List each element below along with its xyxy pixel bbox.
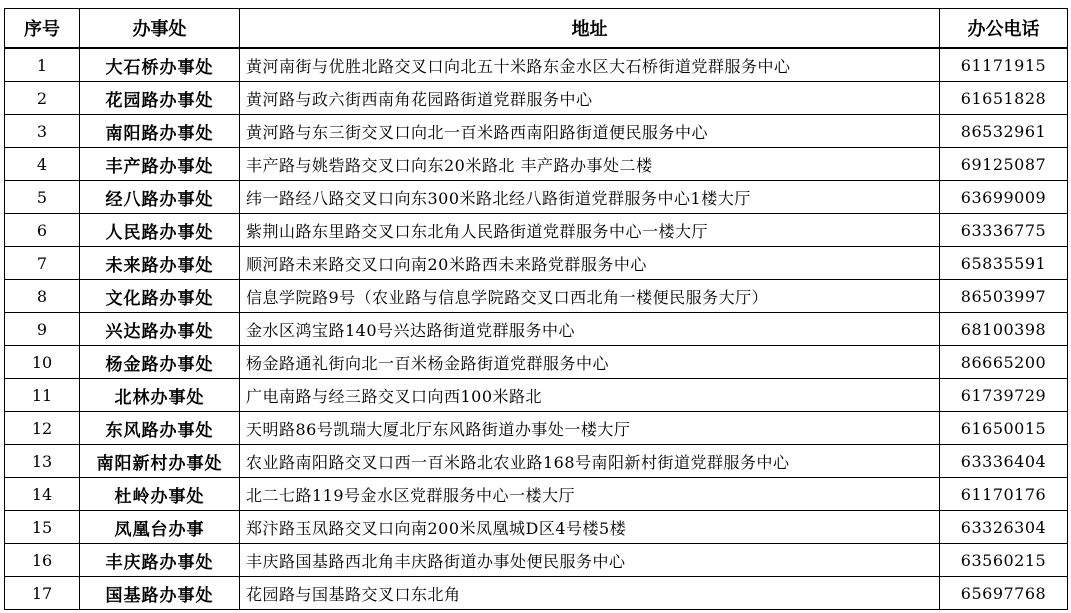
header-phone: 办公电话	[940, 9, 1068, 49]
office-address: 纬一路经八路交叉口向东300米路北经八路街道党群服务中心1楼大厅	[240, 181, 940, 214]
row-number: 14	[5, 478, 80, 511]
row-number: 6	[5, 214, 80, 247]
office-name: 丰庆路办事处	[80, 544, 240, 577]
row-number: 16	[5, 544, 80, 577]
table-row	[5, 148, 1068, 181]
row-number: 13	[5, 445, 80, 478]
office-name: 南阳路办事处	[80, 115, 240, 148]
office-phone: 86665200	[940, 346, 1068, 379]
office-address: 信息学院路9号（农业路与信息学院路交叉口西北角一楼便民服务大厅）	[240, 280, 940, 313]
office-name: 杜岭办事处	[80, 478, 240, 511]
office-phone: 65697768	[940, 577, 1068, 610]
row-number: 15	[5, 511, 80, 544]
row-number: 3	[5, 115, 80, 148]
table-row	[5, 445, 1068, 478]
office-phone: 61651828	[940, 82, 1068, 115]
office-phone: 61171915	[940, 48, 1068, 82]
table-row	[5, 48, 1068, 82]
office-name: 人民路办事处	[80, 214, 240, 247]
office-phone: 63699009	[940, 181, 1068, 214]
office-address: 黄河南街与优胜北路交叉口向北五十米路东金水区大石桥街道党群服务中心	[240, 48, 940, 82]
row-number: 2	[5, 82, 80, 115]
header-num: 序号	[5, 9, 80, 49]
office-phone: 69125087	[940, 148, 1068, 181]
table-row	[5, 379, 1068, 412]
row-number: 4	[5, 148, 80, 181]
office-address: 紫荆山路东里路交叉口东北角人民路街道党群服务中心一楼大厅	[240, 214, 940, 247]
office-address: 丰庆路国基路西北角丰庆路街道办事处便民服务中心	[240, 544, 940, 577]
header-row	[5, 9, 1068, 49]
office-name: 东风路办事处	[80, 412, 240, 445]
office-name: 丰产路办事处	[80, 148, 240, 181]
office-phone: 63336775	[940, 214, 1068, 247]
row-number: 17	[5, 577, 80, 610]
office-phone: 63336404	[940, 445, 1068, 478]
office-phone: 61739729	[940, 379, 1068, 412]
office-phone: 61650015	[940, 412, 1068, 445]
table-row	[5, 577, 1068, 610]
office-phone: 61170176	[940, 478, 1068, 511]
office-address: 顺河路未来路交叉口向南20米路西未来路党群服务中心	[240, 247, 940, 280]
office-address: 花园路与国基路交叉口东北角	[240, 577, 940, 610]
office-name: 经八路办事处	[80, 181, 240, 214]
office-address: 金水区鸿宝路140号兴达路街道党群服务中心	[240, 313, 940, 346]
office-name: 未来路办事处	[80, 247, 240, 280]
table-row	[5, 115, 1068, 148]
office-address: 黄河路与东三街交叉口向北一百米路西南阳路街道便民服务中心	[240, 115, 940, 148]
table-row	[5, 82, 1068, 115]
table-row	[5, 478, 1068, 511]
table-row	[5, 346, 1068, 379]
header-address: 地址	[240, 9, 940, 49]
row-number: 8	[5, 280, 80, 313]
table-row	[5, 247, 1068, 280]
table-row	[5, 181, 1068, 214]
office-name: 花园路办事处	[80, 82, 240, 115]
office-address: 杨金路通礼街向北一百米杨金路街道党群服务中心	[240, 346, 940, 379]
table-row	[5, 313, 1068, 346]
row-number: 10	[5, 346, 80, 379]
table-header	[5, 9, 1068, 49]
office-address: 天明路86号凯瑞大厦北厅东风路街道办事处一楼大厅	[240, 412, 940, 445]
office-name: 兴达路办事处	[80, 313, 240, 346]
office-address: 农业路南阳路交叉口西一百米路北农业路168号南阳新村街道党群服务中心	[240, 445, 940, 478]
office-name: 凤凰台办事	[80, 511, 240, 544]
office-address: 黄河路与政六街西南角花园路街道党群服务中心	[240, 82, 940, 115]
office-name: 北林办事处	[80, 379, 240, 412]
office-phone: 63326304	[940, 511, 1068, 544]
office-phone: 63560215	[940, 544, 1068, 577]
table-row	[5, 280, 1068, 313]
row-number: 11	[5, 379, 80, 412]
office-phone: 86503997	[940, 280, 1068, 313]
office-name: 杨金路办事处	[80, 346, 240, 379]
row-number: 1	[5, 48, 80, 82]
table-body	[5, 48, 1068, 610]
office-phone: 68100398	[940, 313, 1068, 346]
office-phone: 86532961	[940, 115, 1068, 148]
office-address: 北二七路119号金水区党群服务中心一楼大厅	[240, 478, 940, 511]
office-address: 丰产路与姚砦路交叉口向东20米路北 丰产路办事处二楼	[240, 148, 940, 181]
table-row	[5, 544, 1068, 577]
row-number: 5	[5, 181, 80, 214]
table-row	[5, 412, 1068, 445]
office-name: 国基路办事处	[80, 577, 240, 610]
row-number: 9	[5, 313, 80, 346]
office-name: 文化路办事处	[80, 280, 240, 313]
row-number: 7	[5, 247, 80, 280]
row-number: 12	[5, 412, 80, 445]
office-address: 郑汴路玉凤路交叉口向南200米凤凰城D区4号楼5楼	[240, 511, 940, 544]
office-name: 南阳新村办事处	[80, 445, 240, 478]
table-row	[5, 511, 1068, 544]
table-row	[5, 214, 1068, 247]
office-name: 大石桥办事处	[80, 48, 240, 82]
office-phone: 65835591	[940, 247, 1068, 280]
office-directory-table	[4, 8, 1068, 610]
office-address: 广电南路与经三路交叉口向西100米路北	[240, 379, 940, 412]
header-name: 办事处	[80, 9, 240, 49]
